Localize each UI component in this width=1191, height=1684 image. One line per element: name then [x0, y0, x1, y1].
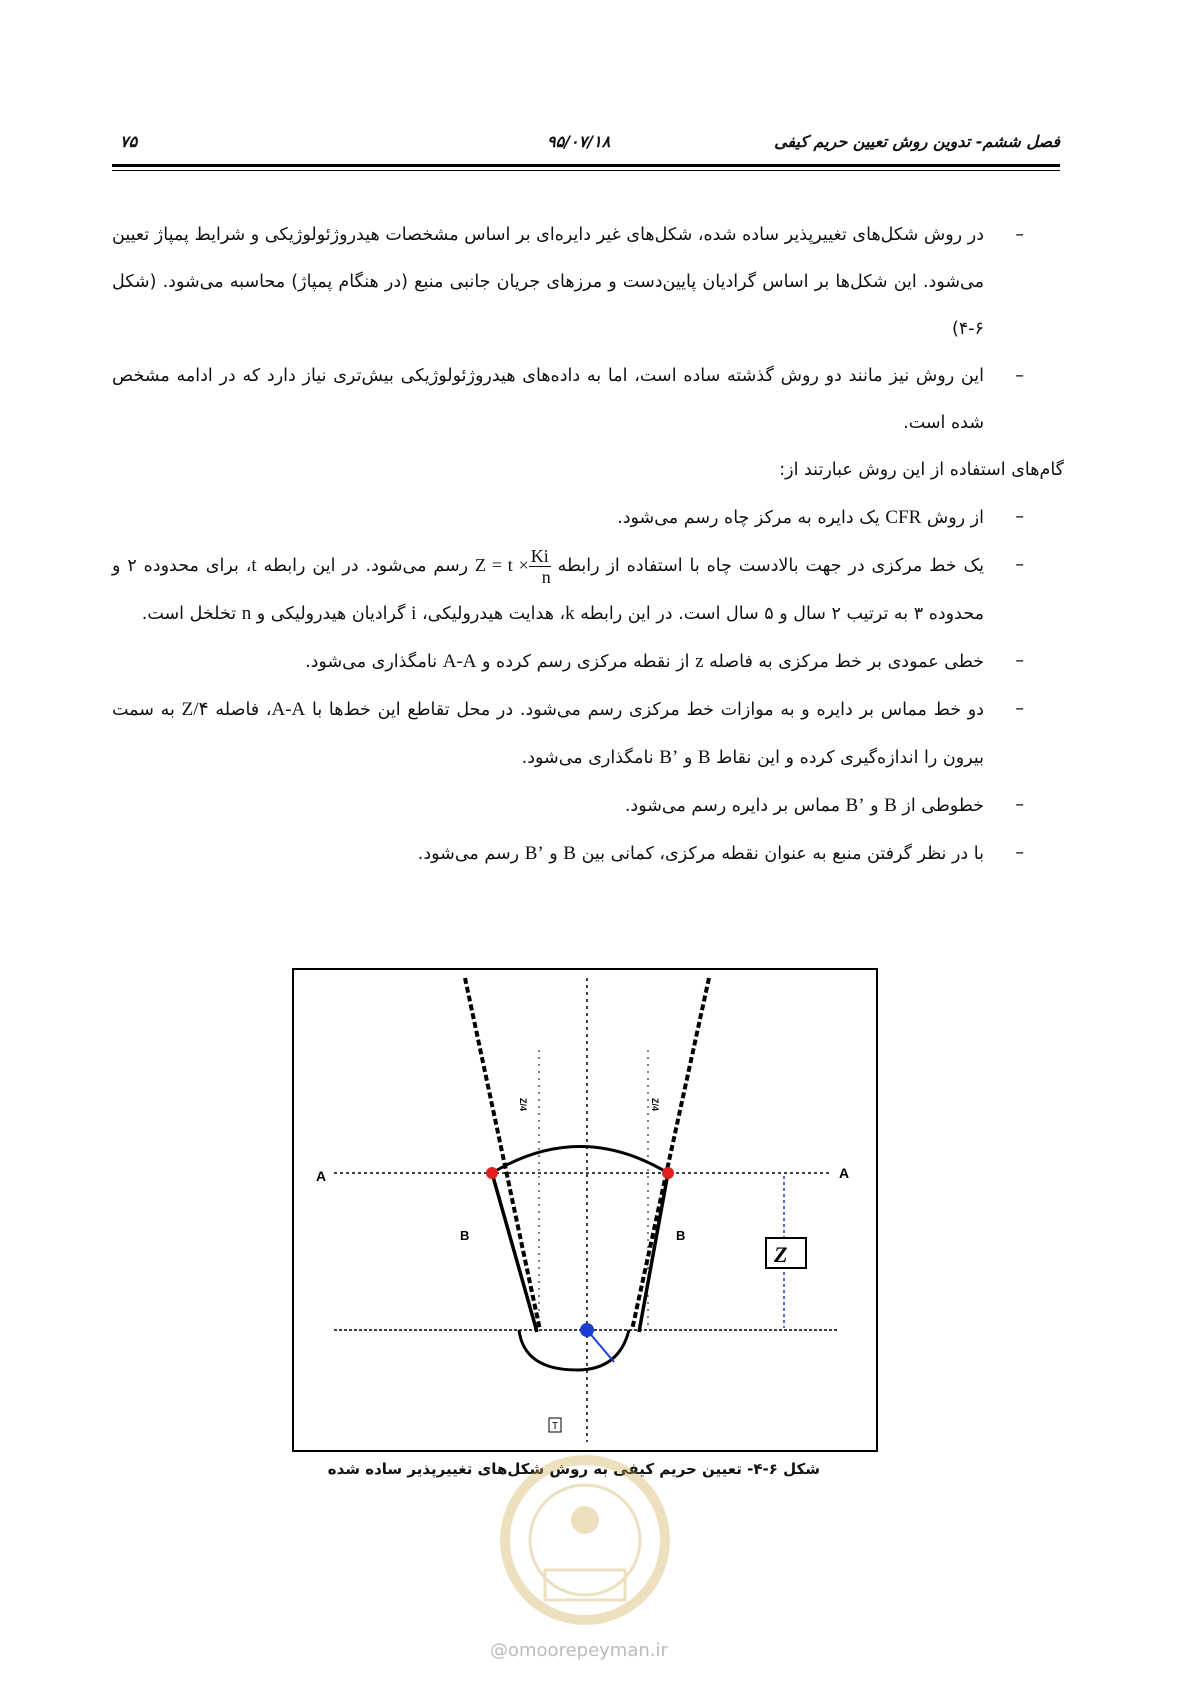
dash-bullet: – — [1015, 651, 1024, 671]
b-line-right — [639, 1173, 668, 1332]
page-number: ۷۵ — [120, 132, 138, 151]
dash-bullet: – — [1015, 843, 1024, 863]
label-a-left: A — [316, 1168, 327, 1184]
label-z4-left: Z/4 — [518, 1098, 528, 1112]
list-item: – در روش شکل‌های تغییرپذیر ساده شده، شکل‌های غیر دایره‌ای بر اساس مشخصات هیدروژئولوژیکی و شرایط پمپاژ تعیین می‌شود. این شکل‌ها بر اساس گرادیان پایین‌دست و مرزهای جریان جانبی منبع (در هنگام پمپاژ) محاسبه می‌شود. (شکل ۶-۴) — [112, 212, 1032, 353]
label-a-right: A — [839, 1165, 850, 1181]
diagram-svg — [294, 970, 876, 1450]
list-item: – دو خط مماس بر دایره و به موازات خط مرکزی رسم می‌شود. در محل تقاطع این خط‌ها با A-A، فاصله Z/۴ به سمت بیرون را اندازه‌گیری کرده و این نقاط B و B’ نامگذاری می‌شود. — [112, 686, 1032, 782]
z-label: Z — [774, 1242, 788, 1267]
list-item: – خطوطی از B و B’ مماس بر دایره رسم می‌شود. — [112, 782, 1032, 830]
page-header — [112, 120, 1060, 160]
list-item: – از روش CFR یک دایره به مرکز چاه رسم می‌شود. — [112, 494, 1032, 542]
list-item: – خطی عمودی بر خط مرکزی به فاصله z از نقطه مرکزی رسم کرده و A-A نامگذاری می‌شود. — [112, 638, 1032, 686]
dash-bullet: – — [1015, 699, 1024, 719]
dash-bullet: – — [1015, 795, 1024, 815]
intro-bullets — [112, 212, 1032, 447]
header-rule-thick — [112, 164, 1060, 167]
point-b-left — [486, 1167, 498, 1179]
tangent-line-right — [632, 978, 709, 1330]
figure-caption: شکل ۶-۴- تعیین حریم کیفی به روش شکل‌های تغییرپذیر ساده شده — [327, 1460, 820, 1478]
list-item: – با در نظر گرفتن منبع به عنوان نقطه مرکزی، کمانی بین B و B’ رسم می‌شود. — [112, 830, 1032, 878]
steps-intro: گام‌های استفاده از این روش عبارتند از: — [779, 460, 1064, 480]
body-text — [112, 212, 1064, 878]
wellhead-protection-figure — [292, 968, 878, 1452]
header-date: ۹۵/۰۷/۱۸ — [547, 132, 611, 151]
chapter-title: فصل ششم- تدوین روش تعیین حریم کیفی — [774, 132, 1060, 151]
formula: Z = t × $\frac{Ki}{n}$ — [475, 546, 551, 588]
dash-bullet: – — [1015, 366, 1024, 386]
dash-bullet: – — [1015, 555, 1024, 575]
dash-bullet: – — [1015, 225, 1024, 245]
arc-b-bprime — [492, 1147, 668, 1174]
header-rule-thin — [112, 170, 1060, 171]
watermark-logo — [460, 1400, 710, 1660]
label-t: T — [552, 1421, 559, 1432]
b-line-left — [492, 1173, 537, 1332]
list-item: – این روش نیز مانند دو روش گذشته ساده است، اما به داده‌های هیدروژئولوژیکی بیش‌تری نیاز دارد که در ادامه مشخص شده است. — [112, 353, 1032, 447]
label-b-left: B — [460, 1228, 470, 1243]
point-b-right — [662, 1167, 674, 1179]
circle-bottom — [519, 1330, 629, 1370]
watermark-text: @omoorepeyman.ir — [490, 1640, 668, 1661]
dash-bullet: – — [1015, 507, 1024, 527]
label-b-right: B — [676, 1228, 686, 1243]
list-item: – یک خط مرکزی در جهت بالادست چاه با استفاده از رابطه Z = t × $\frac{Ki}{n}$ رسم می‌شود. در این رابطه t، برای محدوده ۲ و محدوده ۳ به ترتیب ۲ سال و ۵ سال است. در این رابطه k، هدایت هیدرولیکی، i گرادیان هیدرولیکی و n تخلخل است. — [112, 542, 1032, 638]
steps-list — [112, 494, 1032, 878]
label-z4-right: Z/4 — [650, 1098, 660, 1112]
center-emblem — [571, 1506, 599, 1534]
well-center-point — [580, 1323, 594, 1337]
